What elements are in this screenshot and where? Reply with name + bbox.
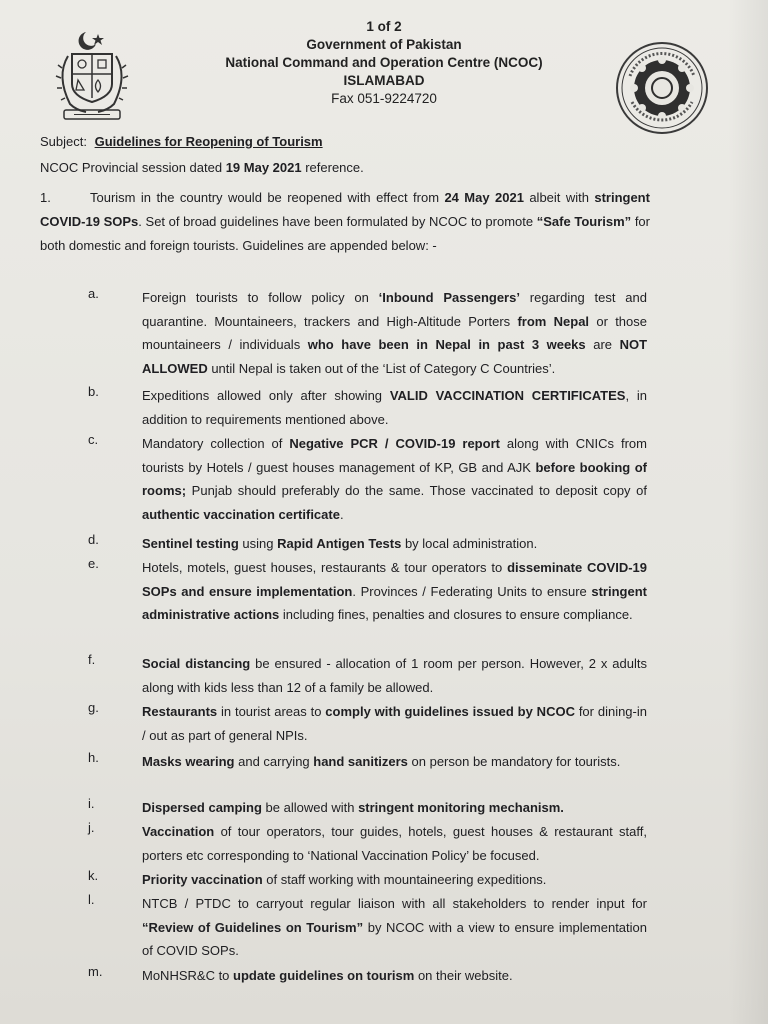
item-label: d. xyxy=(88,532,99,547)
subject-title: Guidelines for Reopening of Tourism xyxy=(94,134,323,149)
letterhead xyxy=(0,18,768,108)
item-label: e. xyxy=(88,556,99,571)
item-text: MoNHSR&C to update guidelines on tourism on their website. xyxy=(142,968,513,983)
item-label: m. xyxy=(88,964,103,979)
city-name: ISLAMABAD xyxy=(343,73,425,88)
organization-name: National Command and Operation Centre (NCOC) xyxy=(225,55,543,70)
fax-number: Fax 051-9224720 xyxy=(331,91,437,106)
item-label: k. xyxy=(88,868,99,883)
page-number: 1 of 2 xyxy=(366,19,402,34)
paragraph-1: 1. Tourism in the country would be reopened with effect from 24 May 2021 albeit with stringent COVID-19 SOPs. Set of broad guidelines have been formulated by NCOC to promote “Safe Tourism” for both domestic and foreign tourists. Guidelines are appended below: - xyxy=(40,186,650,258)
item-label: f. xyxy=(88,652,96,667)
subject-line xyxy=(40,134,323,149)
item-text: Masks wearing and carrying hand sanitizers on person be mandatory for tourists. xyxy=(142,754,621,769)
item-label: a. xyxy=(88,286,99,301)
item-text: Hotels, motels, guest houses, restaurants & tour operators to disseminate COVID-19 SOPs and ensure implementation. Provinces / Federating Units to ensure stringent administrative actions including fines, penalties and closures to ensure compliance. xyxy=(142,560,647,622)
item-label: b. xyxy=(88,384,99,399)
item-label: g. xyxy=(88,700,99,715)
paragraph-number: 1. xyxy=(40,190,51,205)
item-label: c. xyxy=(88,432,99,447)
session-date: 19 May 2021 xyxy=(225,160,302,175)
subject-label: Subject: xyxy=(40,134,87,149)
item-text: Mandatory collection of Negative PCR / COVID-19 report along with CNICs from tourists by Hotels / guest houses management of KP, GB and AJK before booking of rooms; Punjab should preferably do the same. Those vaccinated to deposit copy of authentic vaccination certificate. xyxy=(142,436,647,522)
item-text: Expeditions allowed only after showing VALID VACCINATION CERTIFICATES, in addition to requirements mentioned above. xyxy=(142,388,647,427)
page-edge-shadow xyxy=(728,0,768,1024)
government-name: Government of Pakistan xyxy=(306,37,462,52)
item-text: Social distancing be ensured - allocation of 1 room per person. However, 2 x adults along with kids less than 12 of a family be allowed. xyxy=(142,656,647,695)
item-text: Sentinel testing using Rapid Antigen Tests by local administration. xyxy=(142,536,538,551)
item-label: i. xyxy=(88,796,95,811)
item-text: Priority vaccination of staff working with mountaineering expeditions. xyxy=(142,872,547,887)
item-text: Vaccination of tour operators, tour guides, hotels, guest houses & restaurant staff, porters etc corresponding to ‘National Vaccination Policy’ be focused. xyxy=(142,824,647,863)
item-text: Foreign tourists to follow policy on ‘Inbound Passengers’ regarding test and quarantine. Mountaineers, trackers and High-Altitude Porters from Nepal or those mountaineers / individuals who have been in Nepal in past 3 weeks are NOT ALLOWED until Nepal is taken out of the ‘List of Category C Countries’. xyxy=(142,290,648,376)
item-text: NTCB / PTDC to carryout regular liaison with all stakeholders to render input for “Review of Guidelines on Tourism” by NCOC with a view to ensure implementation of COVID SOPs. xyxy=(142,896,647,958)
session-reference: NCOC Provincial session dated 19 May 2021 reference. xyxy=(40,160,364,175)
item-label: l. xyxy=(88,892,95,907)
item-label: j. xyxy=(88,820,95,835)
item-label: h. xyxy=(88,750,99,765)
item-text: Restaurants in tourist areas to comply with guidelines issued by NCOC for dining-in / out as part of general NPIs. xyxy=(142,704,647,743)
item-text: Dispersed camping be allowed with stringent monitoring mechanism. xyxy=(142,800,564,815)
